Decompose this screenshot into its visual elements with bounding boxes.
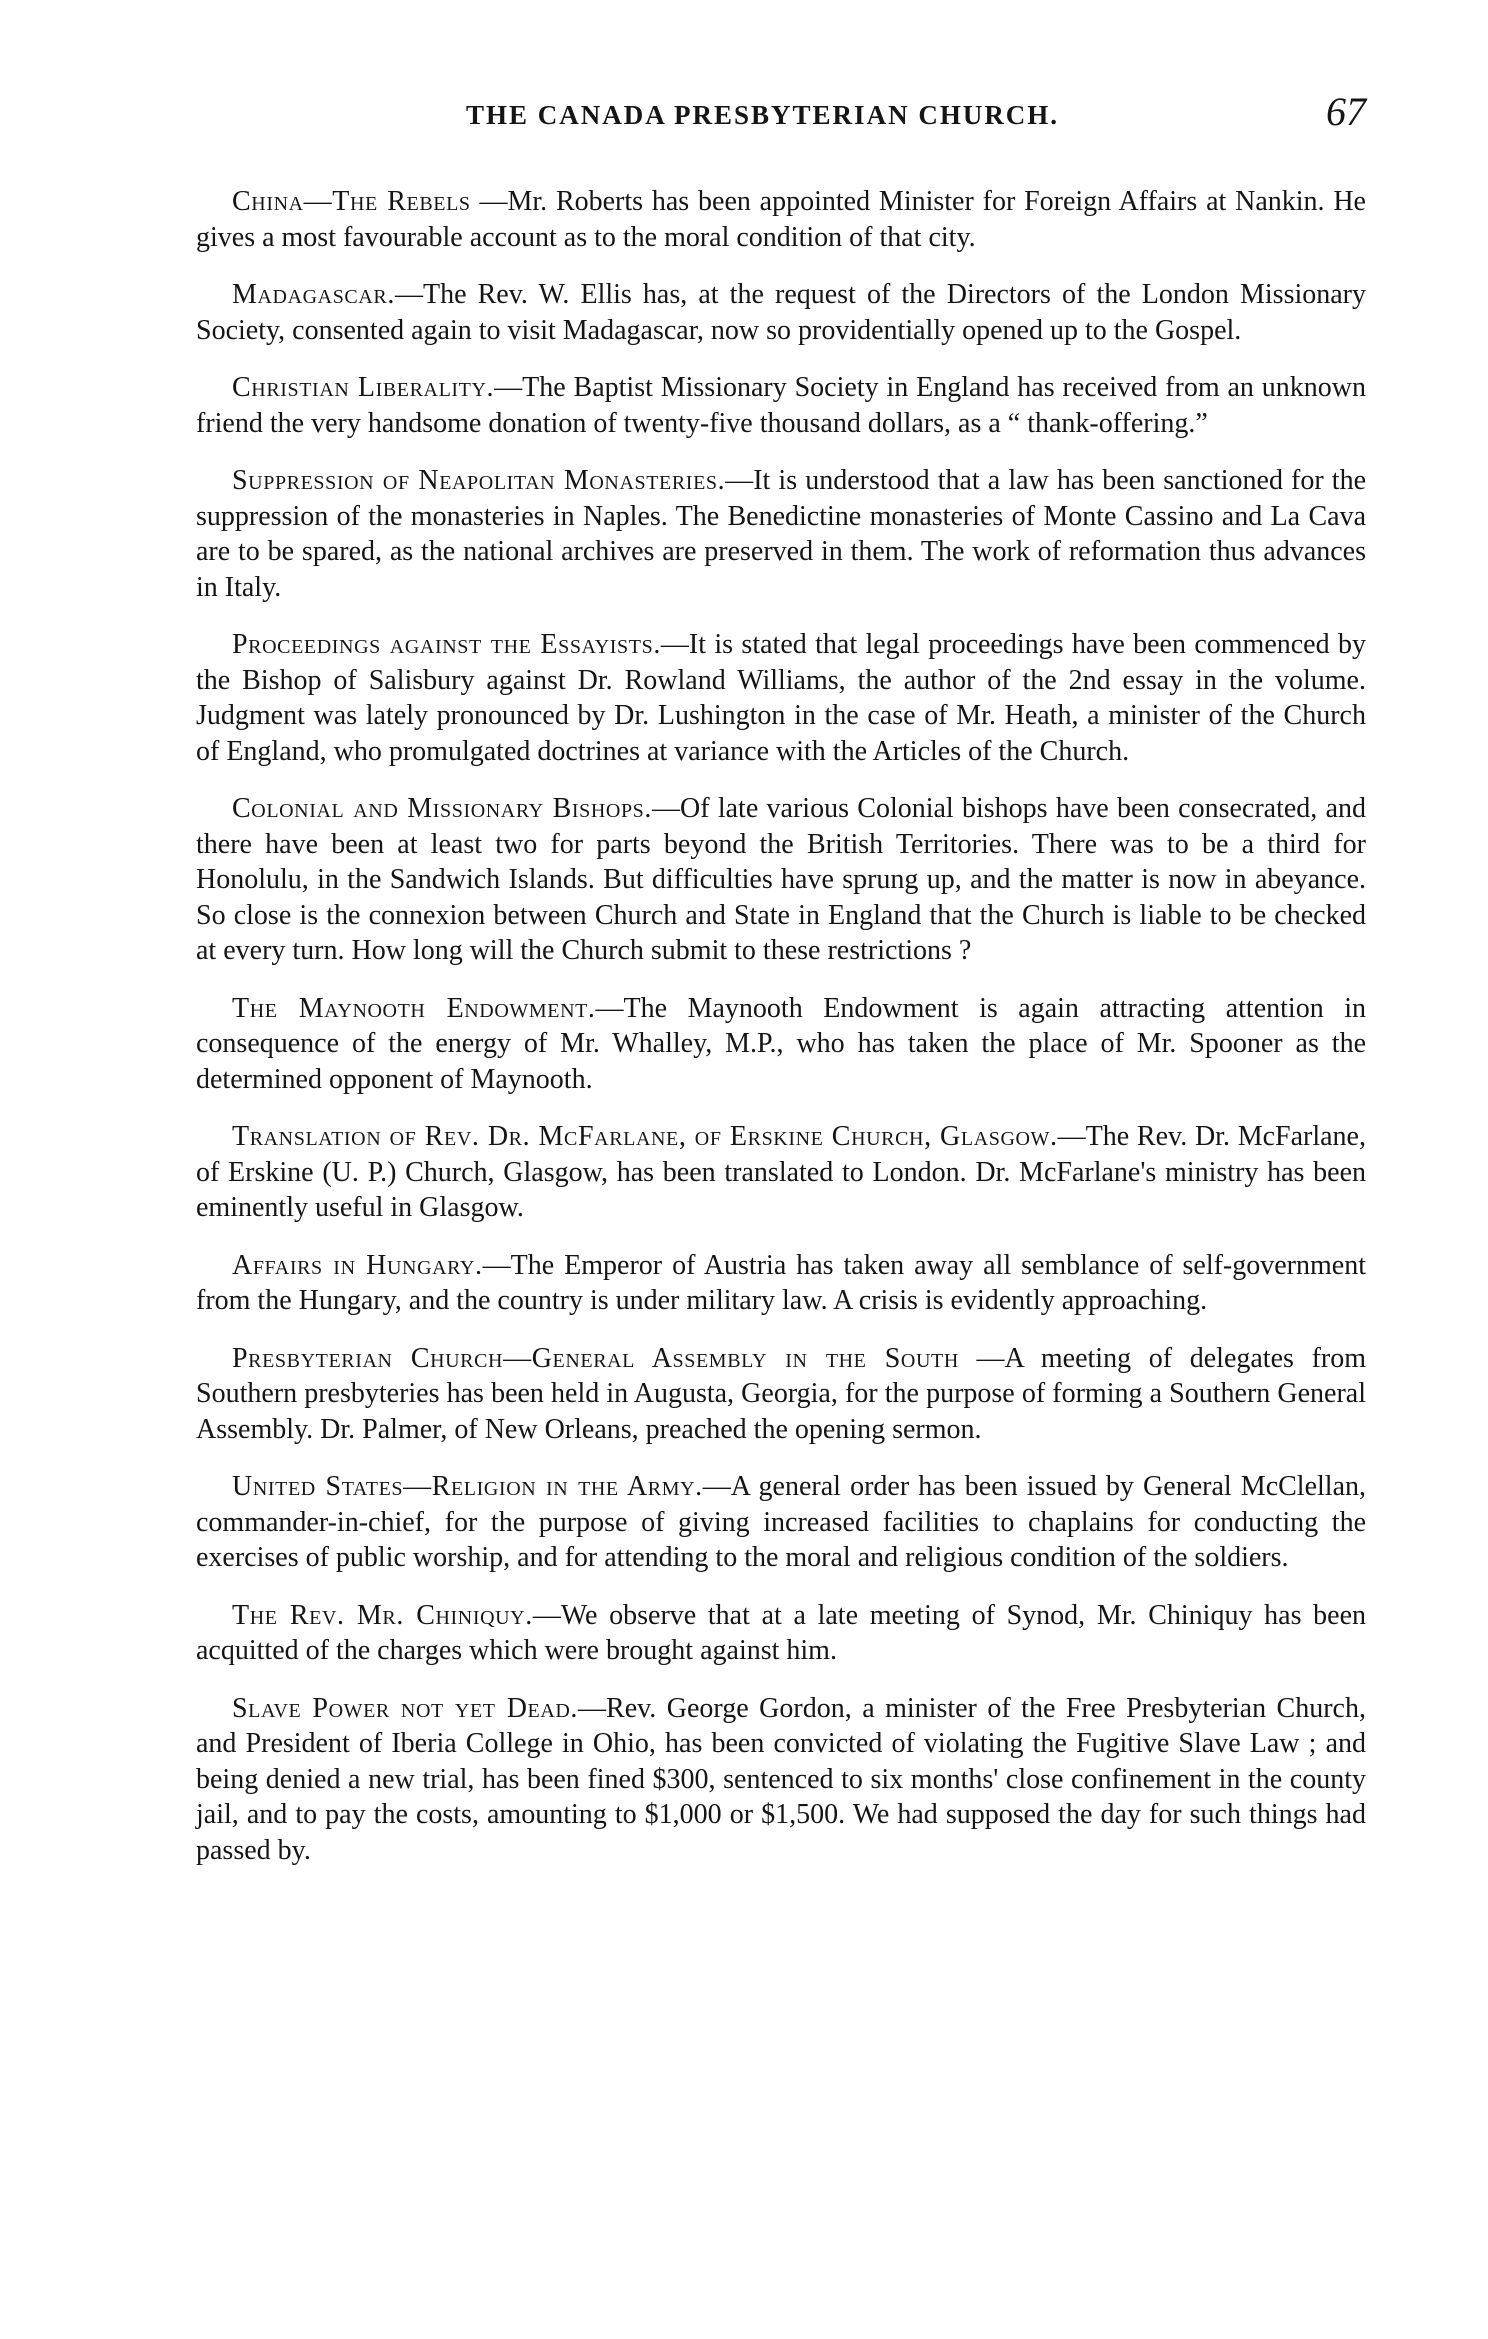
- item-heading: The Maynooth Endowment.: [232, 992, 596, 1024]
- item-heading: China—The Rebels: [232, 186, 471, 217]
- item-heading: Translation of Rev. Dr. McFarlane, of Erskine Church, Glasgow.: [232, 1121, 1058, 1152]
- news-item: [196, 184, 1366, 255]
- news-items: [196, 184, 1366, 1868]
- item-text: —Mr. Roberts has been appointed Minister for Foreign Affairs at Nankin. He gives a most favourable account as to the moral condition of that city.: [196, 186, 1366, 253]
- item-text: —A general order has been issued by General McClellan, commander-in-chief, for the purpose of giving increased facilities to chaplains for conducting the exercises of public worship, and for attending to the moral and religious condition of the soldiers.: [196, 1471, 1366, 1573]
- item-heading: The Rev. Mr. Chiniquy.: [232, 1599, 533, 1631]
- item-heading: Proceedings against the Essayists.: [232, 629, 661, 660]
- news-item: [196, 1248, 1366, 1319]
- item-text: —It is understood that a law has been sanctioned for the suppression of the monasteries in Naples. The Benedictine monasteries of Monte Cassino and La Cava are to be spared, as the national archives are preserved in them. The work of reformation thus advances in Italy.: [196, 465, 1366, 603]
- news-item: [196, 1598, 1366, 1669]
- item-heading: Slave Power not yet Dead.: [232, 1692, 579, 1724]
- news-item: [196, 463, 1366, 605]
- news-item: [196, 370, 1366, 441]
- item-text: —A meeting of delegates from Southern presbyteries has been held in Augusta, Georgia, for the purpose of forming a Southern General Assembly. Dr. Palmer, of New Orleans, preached the opening sermon.: [196, 1342, 1366, 1445]
- item-heading: Presbyterian Church—General Assembly in the South: [232, 1342, 959, 1374]
- news-item: [196, 1341, 1366, 1448]
- page-header: [196, 88, 1366, 148]
- news-item: [196, 627, 1366, 769]
- item-text: —The Rev. W. Ellis has, at the request of the Directors of the London Missionary Society, consented again to visit Madagascar, now so providentially opened up to the Gospel.: [196, 279, 1366, 346]
- item-text: —The Emperor of Austria has taken away all semblance of self-government from the Hungary, and the country is under military law. A crisis is evidently approaching.: [196, 1249, 1366, 1316]
- news-item: [196, 791, 1366, 969]
- news-item: [196, 991, 1366, 1098]
- page-number: 67: [1326, 89, 1366, 134]
- item-text: —We observe that at a late meeting of Synod, Mr. Chiniquy has been acquitted of the charges which were brought against him.: [196, 1599, 1367, 1666]
- news-item: [196, 277, 1366, 348]
- news-item: [196, 1469, 1366, 1576]
- item-text: —It is stated that legal proceedings have been commenced by the Bishop of Salisbury against Dr. Rowland Williams, the author of the 2nd essay in the volume. Judgment was lately pronounced by Dr. Lushington in the case of Mr. Heath, a minister of the Church of England, who promulgated doctrines at variance with the Articles of the Church.: [196, 629, 1366, 767]
- news-item: [196, 1119, 1366, 1226]
- running-title: THE CANADA PRESBYTERIAN CHURCH.: [466, 100, 1060, 130]
- item-text: —Of late various Colonial bishops have been consecrated, and there have been at least two for parts beyond the British Territories. There was to be a third for Honolulu, in the Sandwich Islands. But difficulties have sprung up, and the matter is now in abeyance. So close is the connexion between Church and State in England that the Church is liable to be checked at every turn. How long will the Church submit to these restrictions ?: [196, 793, 1367, 966]
- item-text: —Rev. George Gordon, a minister of the Free Presbyterian Church, and President of Iberia College in Ohio, has been convicted of violating the Fugitive Slave Law ; and being denied a new trial, has been fined $300, sentenced to six months' close confinement in the county jail, and to pay the costs, amounting to $1,000 or $1,500. We had supposed the day for such things had passed by.: [196, 1692, 1366, 1866]
- document-page: [196, 88, 1366, 1890]
- item-heading: Christian Liberality.: [232, 372, 495, 403]
- item-text: —The Baptist Missionary Society in England has received from an unknown friend the very handsome donation of twenty-five thousand dollars, as a “ thank-offering.”: [196, 372, 1366, 439]
- item-text: —The Rev. Dr. McFarlane, of Erskine (U. P.) Church, Glasgow, has been translated to London. Dr. McFarlane's ministry has been eminently useful in Glasgow.: [196, 1121, 1366, 1223]
- item-heading: United States—Religion in the Army.: [232, 1471, 703, 1502]
- news-item: [196, 1691, 1366, 1869]
- item-heading: Suppression of Neapolitan Monasteries.: [232, 465, 726, 496]
- item-heading: Colonial and Missionary Bishops.: [232, 793, 653, 824]
- item-heading: Affairs in Hungary.: [232, 1249, 483, 1281]
- item-text: —The Maynooth Endowment is again attracting attention in consequence of the energy of Mr. Whalley, M.P., who has taken the place of Mr. Spooner as the determined opponent of Maynooth.: [196, 992, 1366, 1095]
- item-heading: Madagascar.: [232, 279, 395, 310]
